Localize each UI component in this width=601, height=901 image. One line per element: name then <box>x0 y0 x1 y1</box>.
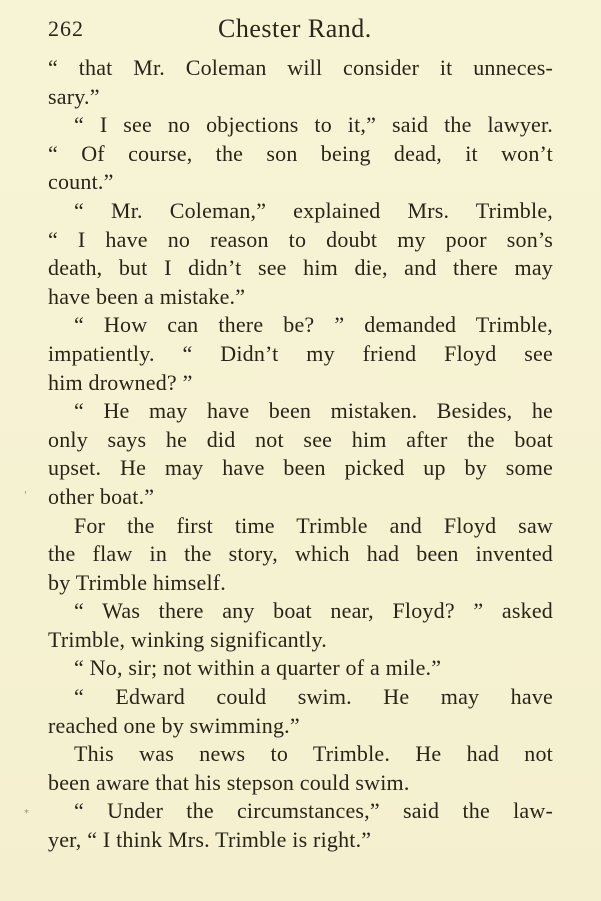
text-line: Trimble, winking significantly. <box>48 626 327 652</box>
text-line: “ How can there be? ” demanded Trimble, <box>74 312 553 338</box>
text-line: the flaw in the story, which had been invented <box>48 541 553 567</box>
text-line: “ Under the circumstances,” said the law- <box>74 798 553 824</box>
text-line: For the first time Trimble and Floyd saw <box>74 512 553 538</box>
text-line: This was news to Trimble. He had not <box>74 741 553 767</box>
text-line: other boat.” <box>48 483 155 509</box>
margin-speck: * <box>24 808 29 819</box>
text-line: reached one by swimming.” <box>48 712 300 738</box>
text-line: “ Of course, the son being dead, it won’t <box>48 140 553 166</box>
text-line: yer, “ I think Mrs. Trimble is right.” <box>48 827 372 853</box>
text-line: “ Edward could swim. He may have <box>74 684 553 710</box>
text-line: “ He may have been mistaken. Besides, he <box>74 398 553 424</box>
text-line: have been a mistake.” <box>48 283 246 309</box>
text-line: been aware that his stepson could swim. <box>48 769 410 795</box>
page-number: 262 <box>48 16 84 41</box>
text-line: “ Was there any boat near, Floyd? ” asked <box>74 598 553 624</box>
margin-speck: ' <box>24 490 27 501</box>
text-line: sary.” <box>48 83 100 109</box>
text-line: “ No, sir; not within a quarter of a mile.” <box>74 655 442 681</box>
text-line: “ that Mr. Coleman will consider it unneces- <box>48 55 553 80</box>
text-line: count.” <box>48 169 114 195</box>
text-line: “ I see no objections to it,” said the lawyer. <box>74 112 553 138</box>
text-line: upset. He may have been picked up by some <box>48 455 553 481</box>
text-line: him drowned? ” <box>48 369 193 395</box>
running-title: Chester Rand. <box>218 14 372 43</box>
text-line: death, but I didn’t see him die, and there may <box>48 255 553 281</box>
text-line: “ I have no reason to doubt my poor son’s <box>48 226 553 252</box>
text-line: impatiently. “ Didn’t my friend Floyd see <box>48 340 553 366</box>
text-line: by Trimble himself. <box>48 569 226 595</box>
text-line: “ Mr. Coleman,” explained Mrs. Trimble, <box>74 197 553 223</box>
text-line: only says he did not see him after the boat <box>48 426 553 452</box>
page-header <box>48 12 553 48</box>
body-text <box>48 54 553 855</box>
